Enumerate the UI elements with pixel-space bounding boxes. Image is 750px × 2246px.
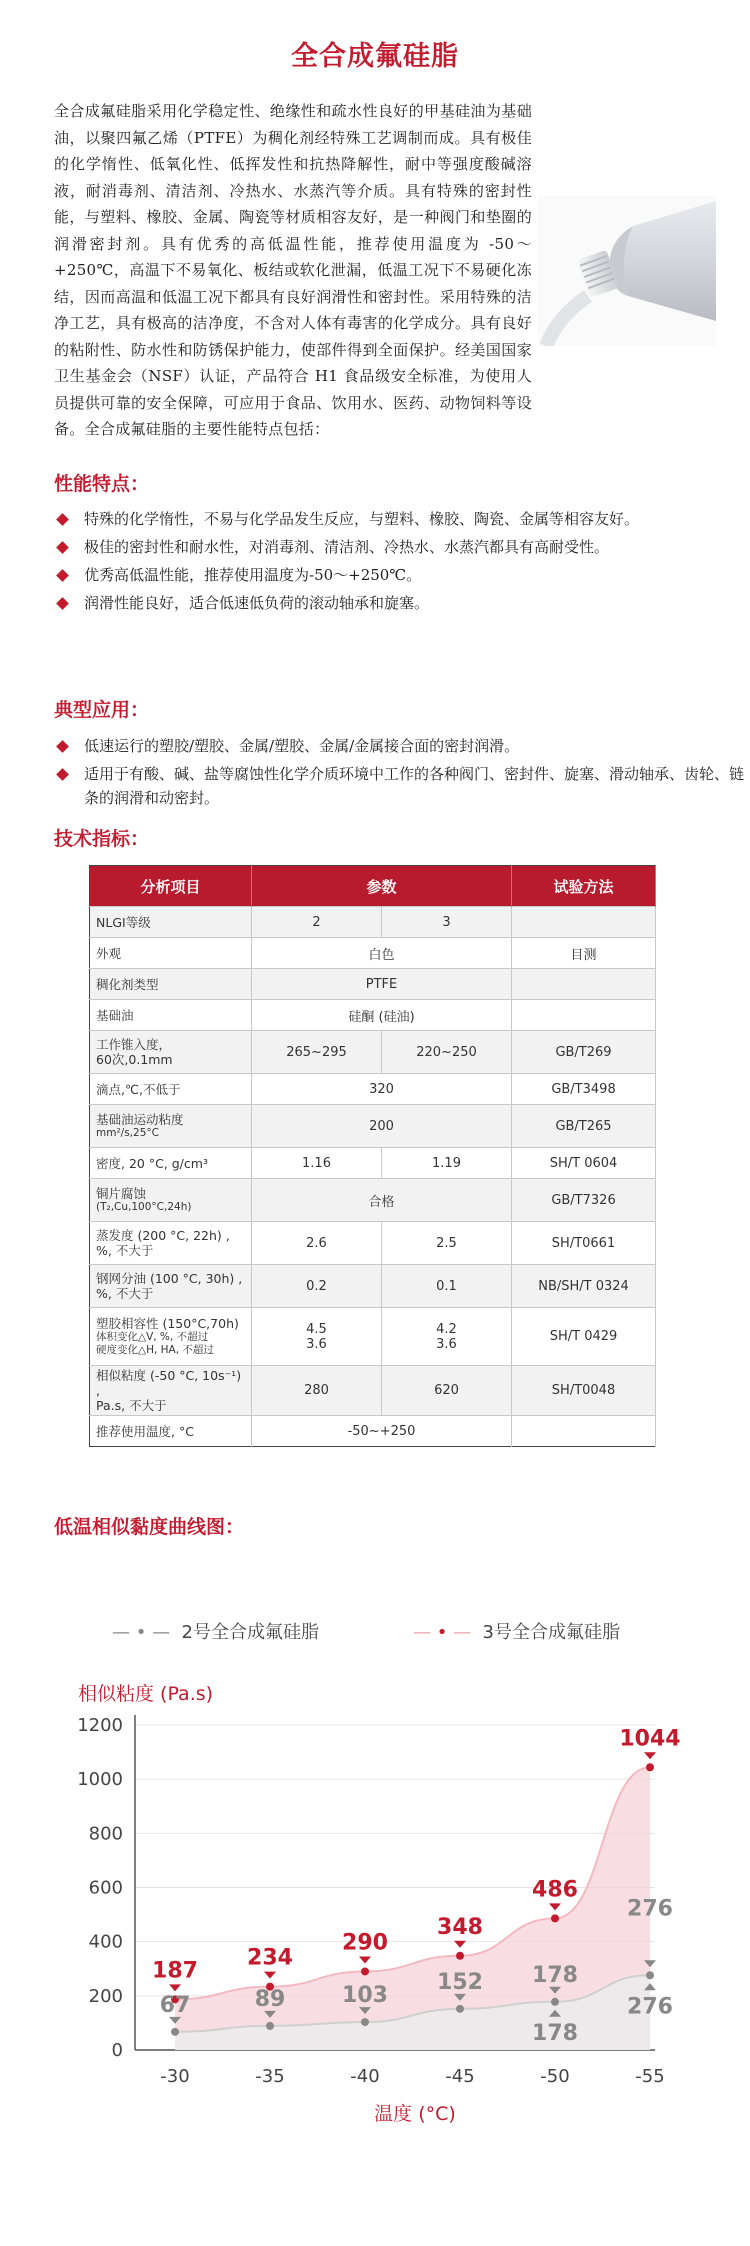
series-2-point (551, 1998, 559, 2006)
header-method: 试验方法 (512, 866, 656, 907)
row-label: 铜片腐蚀 (T₂,Cu,100°C,24h) (90, 1179, 252, 1222)
series-3-data-label: 187 (152, 1958, 198, 1984)
cell-method (512, 1416, 656, 1447)
cell-method: SH/T 0604 (512, 1148, 656, 1179)
series-3-point (456, 1952, 464, 1960)
y-tick-label: 800 (88, 1823, 123, 1845)
series-2-data-label: 67 (159, 1992, 191, 2018)
cell-value: 4.5 3.6 (252, 1308, 382, 1366)
series-3-data-label: 486 (532, 1877, 578, 1903)
cell-value: 320 (252, 1074, 512, 1105)
row-label: 推荐使用温度, °C (90, 1416, 252, 1447)
list-item: 低速运行的塑胶/塑胶、金属/塑胶、金属/金属接合面的密封润滑。 (54, 734, 744, 758)
list-item: 特殊的化学惰性，不易与化学品发生反应，与塑料、橡胶、陶瓷、金属等相容友好。 (54, 507, 744, 531)
row-label: 滴点,℃,不低于 (90, 1074, 252, 1105)
table-row (90, 1074, 656, 1105)
chart-heading: 低温相似黏度曲线图： (54, 1516, 245, 1538)
cell-value: 200 (252, 1105, 512, 1148)
features-list (54, 507, 744, 619)
row-label: 基础油 (90, 1000, 252, 1031)
series-2-data-label: 89 (254, 1986, 286, 2012)
list-item: 优秀高低温性能，推荐使用温度为-50～+250℃。 (54, 563, 744, 587)
cell-value: 0.1 (382, 1265, 512, 1308)
row-label: 稠化剂类型 (90, 969, 252, 1000)
series-3-marker (359, 1956, 371, 1963)
series-3-marker (644, 1752, 656, 1759)
list-item: 极佳的密封性和耐水性，对消毒剂、清洁剂、冷热水、水蒸汽都具有高耐受性。 (54, 535, 744, 559)
cell-value: 2.5 (382, 1222, 512, 1265)
cell-method (512, 969, 656, 1000)
cell-method: GB/T265 (512, 1105, 656, 1148)
row-label: 基础油运动粘度 mm²/s,25°C (90, 1105, 252, 1148)
viscosity-chart (0, 1600, 750, 2240)
series-3-point (646, 1763, 654, 1771)
series-2-data-label: 103 (342, 1983, 388, 2009)
cell-value: 0.2 (252, 1265, 382, 1308)
cell-method: GB/T3498 (512, 1074, 656, 1105)
series-3-marker (264, 1972, 276, 1979)
y-tick-label: 600 (88, 1877, 123, 1899)
x-tick-label: -35 (255, 2066, 285, 2087)
row-label: 外观 (90, 938, 252, 969)
y-tick-label: 1200 (77, 1715, 123, 1736)
table-row (90, 1031, 656, 1074)
row-label: 蒸发度 (200 °C, 22h) , %, 不大于 (90, 1222, 252, 1265)
spec-heading: 技术指标： (54, 828, 150, 850)
table-row (90, 1105, 656, 1148)
y-axis-label: 相似粘度 (Pa.s) (78, 1683, 214, 1705)
series-2-point (456, 2005, 464, 2013)
cell-method: GB/T269 (512, 1031, 656, 1074)
series-3-marker (454, 1941, 466, 1948)
table-row (90, 1308, 656, 1366)
x-tick-label: -40 (350, 2066, 380, 2087)
header-params: 参数 (252, 866, 512, 907)
legend-item-series-2: — • — 2号全合成氟硅脂 (112, 1622, 319, 1643)
cell-value: 1.16 (252, 1148, 382, 1179)
cell-value: 220~250 (382, 1031, 512, 1074)
x-axis-label: 温度 (°C) (374, 2103, 456, 2125)
series-2-point (646, 1971, 654, 1979)
cell-value: 620 (382, 1366, 512, 1416)
table-row (90, 969, 656, 1000)
header-item: 分析项目 (90, 866, 252, 907)
cell-method: SH/T0048 (512, 1366, 656, 1416)
cell-value: 4.2 3.6 (382, 1308, 512, 1366)
series-3-point (551, 1914, 559, 1922)
series-3-data-label: 234 (247, 1945, 293, 1971)
table-row (90, 907, 656, 938)
cell-value: 1.19 (382, 1148, 512, 1179)
x-tick-label: -30 (160, 2066, 190, 2087)
list-item: 润滑性能良好，适合低速低负荷的滚动轴承和旋塞。 (54, 591, 744, 615)
series-2-data-label: 276 (627, 1994, 673, 2020)
cell-value: 265~295 (252, 1031, 382, 1074)
series-3-data-label: 348 (437, 1914, 483, 1940)
row-label: NLGI等级 (90, 907, 252, 938)
row-label: 工作锥入度， 60次,0.1mm (90, 1031, 252, 1074)
cell-method: NB/SH/T 0324 (512, 1265, 656, 1308)
series-3-marker (169, 1984, 181, 1991)
y-tick-label: 1000 (77, 1769, 123, 1791)
series-2-point (266, 2022, 274, 2030)
cell-value: 白色 (252, 938, 512, 969)
cell-method: 目测 (512, 938, 656, 969)
table-row (90, 1179, 656, 1222)
intro-paragraph: 全合成氟硅脂采用化学稳定性、绝缘性和疏水性良好的甲基硅油为基础油，以聚四氟乙烯（PTFE）为稠化剂经特殊工艺调制而成。具有极佳的化学惰性、低氧化性、低挥发性和抗热降解性，耐中等强度酸碱溶液，耐消毒剂、清洁剂、冷热水、水蒸汽等介质。具有特殊的密封性能，与塑料、橡胶、金属、陶瓷等材质相容友好，是一种阀门和垫圈的润滑密封剂。具有优秀的高低温性能，推荐使用温度为 -50～ +250℃，高温下不易氧化、板结或软化泄漏，低温工况下不易硬化冻结，因而高温和低温工况下都具有良好润滑性和密封性。采用特殊的洁净工艺，具有极高的洁净度，不含对人体有毒害的化学成分。具有良好的粘附性、防水性和防锈保护能力，使部件得到全面保护。经美国国家卫生基金会（NSF）认证，产品符合 H1 食品级安全标准，为使用人员提供可靠的安全保障，可应用于食品、饮用水、医药、动物饲料等设备。全合成氟硅脂的主要性能特点包括： (54, 102, 532, 438)
cell-value: 2 (252, 907, 382, 938)
page-title: 全合成氟硅脂 (291, 41, 459, 72)
series-3-marker (549, 1903, 561, 1910)
y-tick-label: 400 (88, 1931, 123, 1953)
table-row (90, 1148, 656, 1179)
cell-value: 硅酮 (硅油) (252, 1000, 512, 1031)
table-row (90, 1366, 656, 1416)
legend-item-series-3: — • — 3号全合成氟硅脂 (413, 1622, 620, 1643)
cell-method: SH/T 0429 (512, 1308, 656, 1366)
y-tick-label: 0 (111, 2040, 123, 2061)
series-2-point (361, 2018, 369, 2026)
series-2-data-label: 276 (627, 1896, 673, 1922)
cell-method: GB/T7326 (512, 1179, 656, 1222)
cell-method (512, 1000, 656, 1031)
x-tick-label: -50 (540, 2066, 570, 2087)
product-tube-image (538, 196, 716, 346)
table-row (90, 1265, 656, 1308)
table-row (90, 1416, 656, 1447)
series-2-data-label: 178 (532, 2020, 578, 2046)
cell-method: SH/T0661 (512, 1222, 656, 1265)
features-heading: 性能特点： (54, 473, 150, 495)
row-label: 塑胶相容性 (150°C,70h) 体积变化△V, %, 不超过 硬度变化△H, HA, 不超过 (90, 1308, 252, 1366)
series-3-data-label: 1044 (619, 1726, 681, 1752)
table-row (90, 1000, 656, 1031)
series-2-data-label: 178 (532, 1962, 578, 1988)
cell-value: 280 (252, 1366, 382, 1416)
cell-value: -50~+250 (252, 1416, 512, 1447)
cell-value: 合格 (252, 1179, 512, 1222)
applications-heading: 典型应用： (54, 699, 150, 721)
series-3-point (361, 1967, 369, 1975)
list-item: 适用于有酸、碱、盐等腐蚀性化学介质环境中工作的各种阀门、密封件、旋塞、滑动轴承、齿轮、链条的润滑和动密封。 (54, 762, 744, 810)
table-row (90, 938, 656, 969)
series-2-point (171, 2028, 179, 2036)
x-tick-label: -55 (635, 2066, 665, 2087)
table-row (90, 1222, 656, 1265)
cell-method (512, 907, 656, 938)
row-label: 相似粘度 (-50 °C, 10s⁻¹) , Pa.s, 不大于 (90, 1366, 252, 1416)
cell-value: 2.6 (252, 1222, 382, 1265)
spec-table (89, 865, 656, 1447)
applications-list (54, 734, 744, 814)
cell-value: PTFE (252, 969, 512, 1000)
y-tick-label: 200 (88, 1985, 123, 2007)
cell-value: 3 (382, 907, 512, 938)
series-3-data-label: 290 (342, 1930, 388, 1956)
x-tick-label: -45 (445, 2066, 475, 2087)
row-label: 密度, 20 °C, g/cm³ (90, 1148, 252, 1179)
row-label: 钢网分油 (100 °C, 30h) , %, 不大于 (90, 1265, 252, 1308)
series-2-data-label: 152 (437, 1969, 483, 1995)
